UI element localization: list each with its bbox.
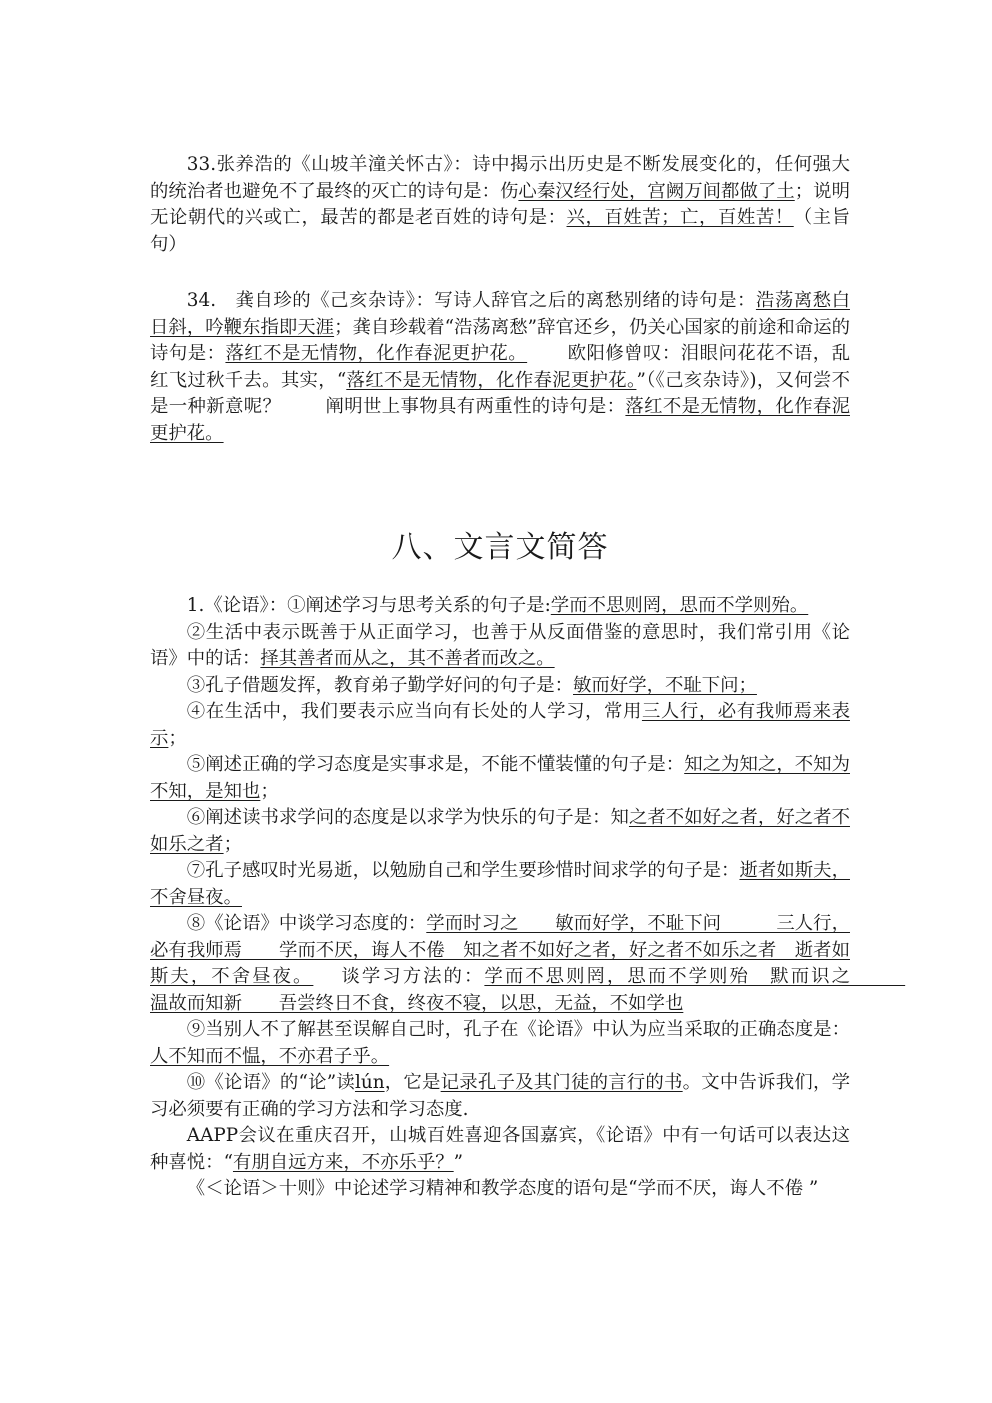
lunyu-item-2 — [150, 620, 850, 673]
lunyu-item-6 — [150, 805, 850, 858]
q34-answer-1: 浩荡离愁白日斜，吟鞭东指即天涯 — [150, 290, 850, 338]
lunyu-item-3 — [150, 673, 850, 700]
lunyu-item-1-lead: 1.《论语》：①阐述学习与思考关系的句子是: — [186, 595, 551, 616]
lunyu-item-3-answer: 敏而好学，不耻下问； — [573, 674, 757, 696]
lunyu-item-4 — [150, 699, 850, 752]
lunyu-item-10-answer: 记录孔子及其门徒的言行的书 — [440, 1072, 683, 1093]
q33-lead: 33.张养浩的《山坡羊潼关怀古》：诗中揭示出历史是不断发展变化的，任何强大的统治者也避免不了最终的灭亡的诗句是：伤 — [150, 154, 850, 202]
lunyu-item-4-answer: 三人行，必有我师焉来表示 — [150, 701, 850, 749]
lunyu-item-1 — [150, 593, 850, 620]
lunyu-item-5-answer: 知之为知之，不知为不知，是知也 — [150, 754, 850, 802]
q33-mid: ；说明无论朝代的兴或亡，最苦的都是老百姓的诗句是： — [150, 180, 850, 228]
lunyu-item-4-lead: ④在生活中，我们要表示应当向有长处的人学习，常用 — [186, 701, 642, 722]
lunyu-item-11 — [150, 1123, 850, 1176]
lunyu-item-11-lead: AAPP会议在重庆召开，山城百姓喜迎各国嘉宾，《论语》中有一句话可以表达这种喜悦：“ — [150, 1125, 850, 1173]
lunyu-item-11-tail: ” — [453, 1151, 464, 1173]
lunyu-item-11-answer: 有朋自远方来，不亦乐乎？ — [232, 1151, 454, 1173]
lunyu-item-12: 《＜论语＞十则》中论述学习精神和教学态度的语句是“学而不厌，诲人不倦 ” — [186, 1178, 819, 1199]
lunyu-item-6-lead: ⑥阐述读书求学问的态度是以求学为快乐的句子是：知 — [186, 807, 629, 828]
lunyu-item-10-lead: ⑩《论语》的“论”读 — [186, 1072, 355, 1093]
lunyu-item-7-answer: 逝者如斯夫，不舍昼夜。 — [150, 860, 850, 908]
section-title: 八、文言文简答 — [391, 530, 609, 565]
lunyu-item-5-tail: ； — [260, 780, 279, 802]
lunyu-item-10-mid: ，它是 — [384, 1072, 441, 1093]
lunyu-item-9 — [150, 1017, 850, 1070]
lunyu-item-6-answer: 之者不如好之者，好之者不如乐之者 — [150, 807, 850, 855]
lunyu-item-8-mid: 谈学习方法的： — [339, 966, 485, 987]
lunyu-item-8-lead: ⑧《论语》中谈学习态度的： — [186, 913, 427, 934]
lunyu-item-9-answer: 人不知而不愠，不亦君子乎。 — [150, 1045, 390, 1067]
lunyu-item-6-tail: ； — [223, 833, 242, 855]
lunyu-item-8 — [150, 911, 906, 1017]
lunyu-item-2-lead: ②生活中表示既善于从正面学习，也善于从反面借鉴的意思时，我们常引用《论语》中的话： — [150, 621, 850, 669]
q34-mid-1: ；龚自珍载着“浩荡离愁”辞官还乡，仍关心国家的前途和命运的诗句是： — [150, 316, 850, 364]
lunyu-item-7 — [150, 858, 850, 911]
lunyu-item-7-lead: ⑦孔子感叹时光易逝，以勉励自己和学生要珍惜时间求学的句子是： — [186, 860, 740, 881]
lunyu-item-8-answer-2: 学而不思则罔，思而不学则殆 默而识之 温故而知新 吾尝终日不食，终夜不寝，以思，无益，不如学也 — [150, 966, 906, 1014]
q33-answer-2: 兴，百姓苦；亡，百姓苦！ — [566, 207, 794, 228]
lunyu-item-9-lead: ⑨当别人不了解甚至误解自己时，孔子在《论语》中认为应当采取的正确态度是： — [186, 1019, 850, 1040]
lunyu-item-5 — [150, 752, 850, 805]
q33-tail: （主旨句） — [150, 207, 850, 255]
lunyu-section — [150, 593, 906, 1203]
q34-answer-2: 落红不是无情物，化作春泥更护花。 — [225, 343, 528, 364]
lunyu-item-8-answer-1: 学而时习之 敏而好学，不耻下问 三人行，必有我师焉 学而不厌，诲人不倦 知之者不如好之者，好之者不如乐之者 逝者如斯夫，不舍昼夜。 — [150, 913, 850, 987]
q34-lead: 34. 龚自珍的《己亥杂诗》：写诗人辞官之后的离愁别绪的诗句是： — [186, 290, 756, 311]
lunyu-item-1-answer: 学而不思则罔，思而不学则殆。 — [550, 595, 809, 616]
lunyu-item-10-pinyin: lún — [354, 1072, 385, 1093]
lunyu-item-10-tail: 。文中告诉我们，学习必须要有正确的学习方法和学习态度. — [150, 1072, 850, 1120]
q34-answer-4: 落红不是无情物，化作春泥更护花。 — [150, 396, 850, 444]
lunyu-item-2-answer: 择其善者而从之，其不善者而改之。 — [260, 648, 555, 669]
q34-mid-3: ”（《己亥杂诗》)，又何尝不是一种新意呢？ — [150, 369, 850, 417]
q33-paragraph — [150, 152, 850, 258]
q34-answer-3: 落红不是无情物，化作春泥更护花。 — [346, 369, 637, 391]
q34-mid-2: 欧阳修曾叹：泪眼问花花不语，乱红飞过秋千去。其实，“ — [150, 343, 850, 391]
lunyu-item-4-tail: ； — [168, 727, 187, 749]
q34-paragraph — [150, 288, 850, 447]
lunyu-item-10 — [150, 1070, 850, 1123]
q33-answer-1: 心秦汉经行处，宫阙万间都做了土 — [518, 180, 795, 202]
lunyu-item-3-lead: ③孔子借题发挥，教育弟子勤学好问的句子是： — [186, 674, 574, 696]
q34-mid-4: 阐明世上事物具有两重性的诗句是： — [325, 396, 626, 417]
lunyu-item-5-lead: ⑤阐述正确的学习态度是实事求是，不能不懂装懂的句子是： — [186, 754, 685, 775]
